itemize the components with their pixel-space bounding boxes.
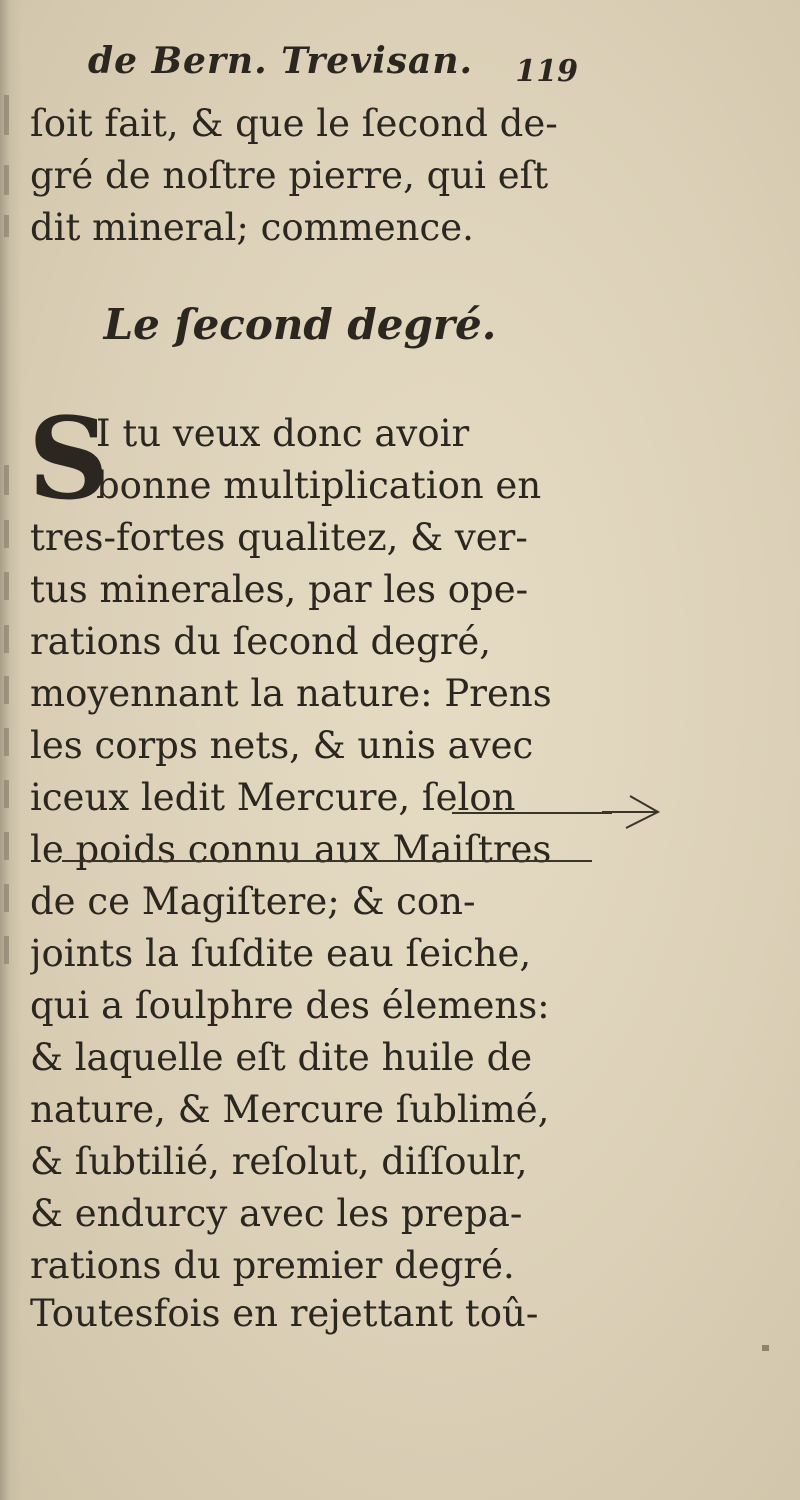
page-number: 119 [515, 54, 578, 89]
page-header [88, 40, 578, 100]
text-line: qui a ſoulphre des élemens: [30, 984, 550, 1027]
running-head: de Bern. Trevisan. [88, 40, 474, 82]
text-line: bonne multiplication en [96, 464, 542, 507]
handwritten-arrow-icon [600, 778, 680, 838]
text-line: les corps nets, & unis avec [30, 724, 534, 767]
text-line: rations du ſecond degré, [30, 620, 492, 663]
handwritten-underline [452, 812, 612, 814]
text-line: iceux ledit Mercure, ſelon [30, 776, 516, 819]
text-line: tus minerales, par les ope- [30, 568, 529, 611]
gutter-mark [4, 520, 9, 548]
text-line: tres-fortes qualitez, & ver- [30, 516, 528, 559]
text-line: & ſubtilié, reſolut, diſſoulr, [30, 1140, 528, 1183]
text-line: joints la ſuſdite eau ſeiche, [30, 932, 532, 975]
text-line: rations du premier degré. [30, 1244, 515, 1287]
text-line: le poids connu aux Maiſtres [30, 828, 552, 871]
binding-gutter [0, 0, 22, 1500]
drop-cap: S [28, 394, 109, 525]
gutter-mark [4, 676, 9, 704]
section-title: Le ſecond degré. [103, 300, 497, 349]
gutter-mark [4, 936, 9, 964]
gutter-mark [4, 465, 9, 495]
gutter-mark [4, 780, 9, 808]
text-line: Toutesfois en rejettant toû- [30, 1292, 539, 1335]
text-line: de ce Magiſtere; & con- [30, 880, 476, 923]
text-line: gré de noſtre pierre, qui eſt [30, 154, 549, 197]
text-line: dit mineral; commence. [30, 206, 474, 249]
gutter-mark [4, 832, 9, 860]
gutter-mark [4, 884, 9, 912]
text-line: moyennant la nature: Prens [30, 672, 552, 715]
gutter-mark [4, 728, 9, 756]
gutter-mark [4, 165, 9, 195]
text-line: & laquelle eſt dite huile de [30, 1036, 533, 1079]
gutter-mark [4, 95, 9, 135]
text-line: I tu veux donc avoir [96, 412, 470, 455]
text-line: ſoit fait, & que le ſecond de- [30, 102, 558, 145]
handwritten-underline [62, 860, 592, 862]
gutter-mark [4, 625, 9, 653]
gutter-mark [4, 572, 9, 600]
text-line: nature, & Mercure ſublimé, [30, 1088, 550, 1131]
ink-speck [762, 1345, 769, 1351]
text-line: & endurcy avec les prepa- [30, 1192, 523, 1235]
gutter-mark [4, 215, 9, 237]
